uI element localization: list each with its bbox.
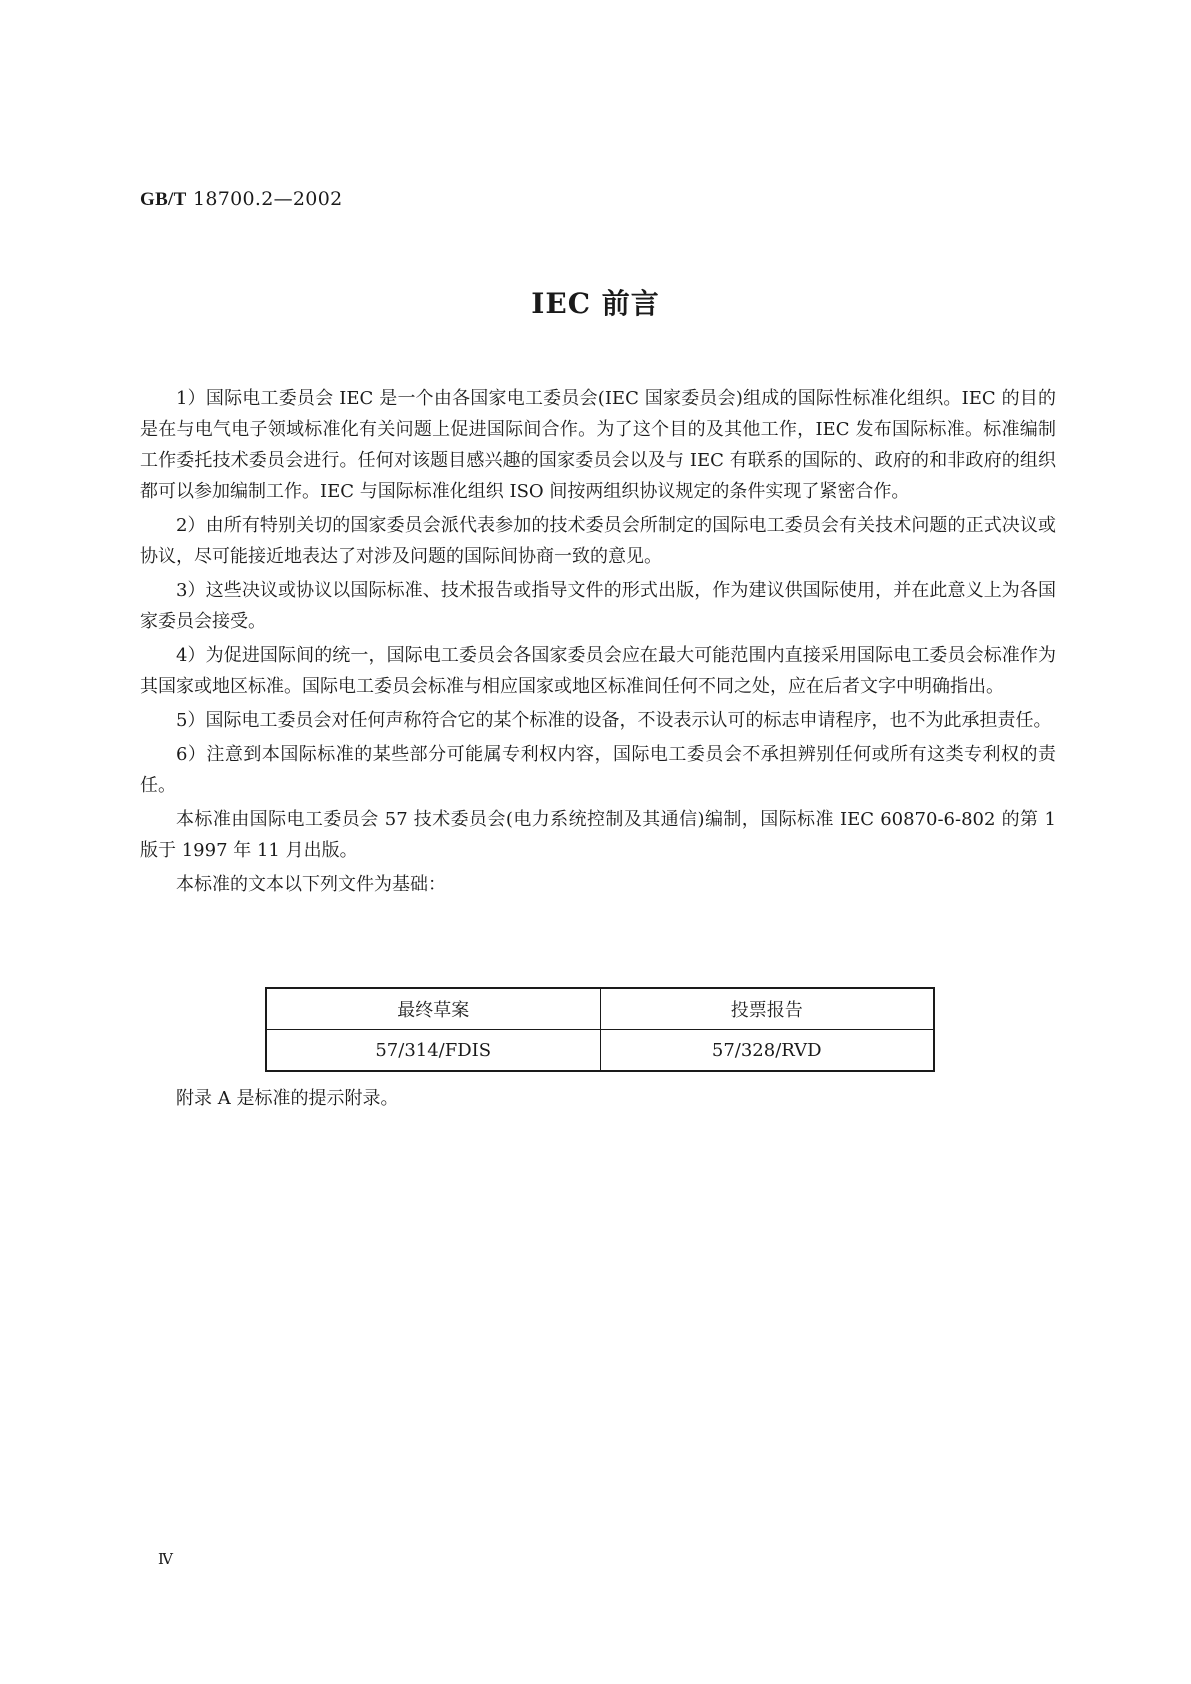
table-row [266, 1030, 934, 1072]
page-number: Ⅳ [158, 1550, 173, 1568]
paragraph-basis: 本标准的文本以下列文件为基础： [176, 874, 446, 895]
paragraph-1: 1）国际电工委员会 IEC 是一个由各国家电工委员会(IEC 国家委员会)组成的国际性标准化组织。IEC 的目的是在与电气电子领域标准化有关问题上促进国际间合作。为了这个目的及其他工作，IEC 发布国际标准。标准编制工作委托技术委员会进行。任何对该题目感兴趣的国家委员会以及与 IEC 有联系的国际的、政府的和非政府的组织都可以参加编制工作。IEC 与国际标准化组织 ISO 间按两组织协议规定的条件实现了紧密合作。 [140, 388, 1056, 502]
table-header-cell: 投票报告 [600, 988, 934, 1030]
annex-note: 附录 A 是标准的提示附录。 [176, 1088, 399, 1109]
paragraph-5: 5）国际电工委员会对任何声称符合它的某个标准的设备，不设表示认可的标志申请程序，也不为此承担责任。 [176, 710, 1052, 731]
document-header [140, 188, 342, 211]
table-header-cell: 最终草案 [266, 988, 600, 1030]
paragraph-3: 3）这些决议或协议以国际标准、技术报告或指导文件的形式出版，作为建议供国际使用，并在此意义上为各国家委员会接受。 [140, 580, 1056, 632]
paragraph-6: 6）注意到本国际标准的某些部分可能属专利权内容，国际电工委员会不承担辨别任何或所有这类专利权的责任。 [140, 744, 1056, 796]
paragraph-4: 4）为促进国际间的统一，国际电工委员会各国家委员会应在最大可能范围内直接采用国际电工委员会标准作为其国家或地区标准。国际电工委员会标准与相应国家或地区标准间任何不同之处，应在后者文字中明确指出。 [140, 645, 1056, 697]
paragraph-committee: 本标准由国际电工委员会 57 技术委员会(电力系统控制及其通信)编制，国际标准 IEC 60870-6-802 的第 1 版于 1997 年 11 月出版。 [140, 809, 1056, 861]
basis-documents-table [265, 987, 935, 1072]
table-cell: 57/328/RVD [600, 1030, 934, 1072]
paragraph-2: 2）由所有特别关切的国家委员会派代表参加的技术委员会所制定的国际电工委员会有关技术问题的正式决议或协议，尽可能接近地表达了对涉及问题的国际间协商一致的意见。 [140, 515, 1056, 567]
standard-number: 18700.2—2002 [192, 188, 343, 210]
table-cell: 57/314/FDIS [266, 1030, 600, 1072]
page-title: IEC 前言 [531, 287, 660, 320]
standard-prefix: GB/T [140, 189, 187, 210]
foreword-body [140, 383, 1056, 903]
table-header-row [266, 988, 934, 1030]
